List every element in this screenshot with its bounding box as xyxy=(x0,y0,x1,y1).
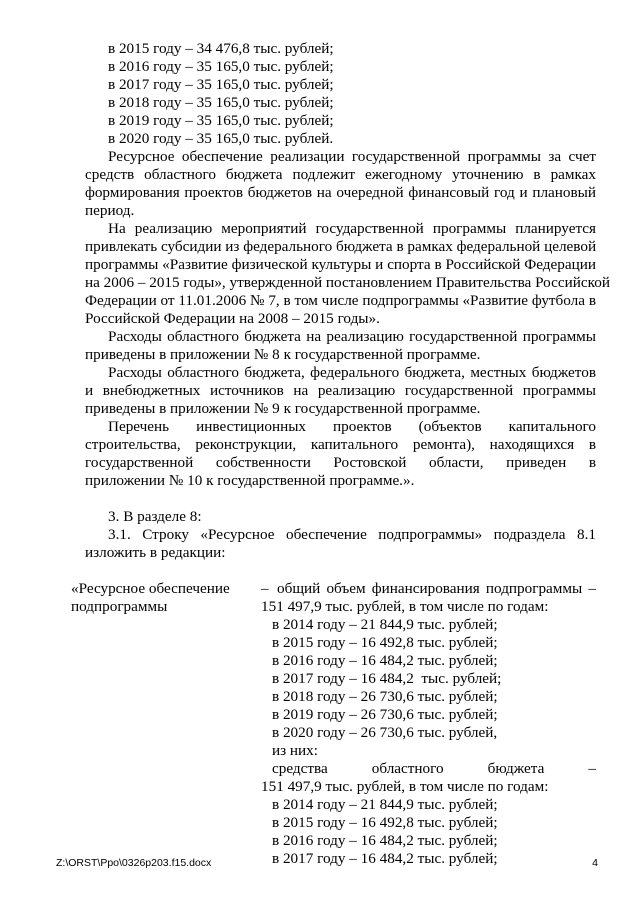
table-value-line: из них: xyxy=(272,742,318,759)
paragraph-line: На реализацию мероприятий государственной программы планируется xyxy=(108,220,596,237)
table-value-line: в 2017 году – 16 484,2 тыс. рублей; xyxy=(272,670,502,687)
table-value-line: в 2017 году – 16 484,2 тыс. рублей; xyxy=(272,850,498,867)
table-dash: – xyxy=(261,580,269,597)
table-value-line: в 2020 году – 26 730,6 тыс. рублей, xyxy=(272,724,498,741)
paragraph-line: на 2006 – 2015 годы», утвержденной постановлением Правительства Российской xyxy=(85,274,610,291)
table-value-line: в 2015 году – 16 492,8 тыс. рублей; xyxy=(272,634,498,651)
page-footer xyxy=(56,857,598,869)
table-value-line: в 2016 году – 16 484,2 тыс. рублей; xyxy=(272,652,498,669)
budget-line-2017: в 2017 году – 35 165,0 тыс. рублей; xyxy=(108,76,334,93)
paragraph-line: приведены в приложении № 8 к государственной программе. xyxy=(85,346,481,363)
table-value-line: в 2014 году – 21 844,9 тыс. рублей; xyxy=(272,616,498,633)
paragraph-line: Ресурсное обеспечение реализации государственной программы за счет xyxy=(108,148,596,165)
paragraph-line: Перечень инвестиционных проектов (объектов капитального xyxy=(108,418,596,435)
budget-line-2020: в 2020 году – 35 165,0 тыс. рублей. xyxy=(108,130,334,147)
paragraph-line: Российской Федерации на 2008 – 2015 годы». xyxy=(85,310,380,327)
paragraph-line: приложении № 10 к государственной программе.». xyxy=(85,472,415,489)
file-path: Z:\ORST\Ppo\0326p203.f15.docx xyxy=(56,857,212,869)
paragraph-line: Федерации от 11.01.2006 № 7, в том числе подпрограммы «Развитие футбола в xyxy=(85,292,596,309)
table-value-line: в 2019 году – 26 730,6 тыс. рублей; xyxy=(272,706,498,723)
paragraph-line: приведены в приложении № 9 к государственной программе. xyxy=(85,400,481,417)
table-value-line: в 2018 году – 26 730,6 тыс. рублей; xyxy=(272,688,498,705)
budget-line-2018: в 2018 году – 35 165,0 тыс. рублей; xyxy=(108,94,334,111)
table-label: «Ресурсное обеспечение xyxy=(71,580,230,597)
table-value-line: средства областного бюджета – xyxy=(272,760,596,777)
paragraph-line: 3.1. Строку «Ресурсное обеспечение подпрограммы» подраздела 8.1 xyxy=(108,526,596,543)
paragraph-line: государственной собственности Ростовской области, приведен в xyxy=(85,454,596,471)
budget-line-2016: в 2016 году – 35 165,0 тыс. рублей; xyxy=(108,58,334,75)
section-heading: 3. В разделе 8: xyxy=(108,508,202,525)
paragraph-line: программы «Развитие физической культуры и спорта в Российской Федерации xyxy=(85,256,596,273)
paragraph-line: и внебюджетных источников на реализацию государственной программы xyxy=(85,382,596,399)
table-value-line: в 2015 году – 16 492,8 тыс. рублей; xyxy=(272,814,498,831)
paragraph-line: строительства, реконструкции, капитального ремонта), находящихся в xyxy=(85,436,596,453)
table-value-line: 151 497,9 тыс. рублей, в том числе по годам: xyxy=(261,598,549,615)
paragraph-line: средств областного бюджета подлежит ежегодному уточнению в рамках xyxy=(85,166,596,183)
budget-line-2019: в 2019 году – 35 165,0 тыс. рублей; xyxy=(108,112,334,129)
page-number: 4 xyxy=(592,857,598,869)
table-value-line: в 2016 году – 16 484,2 тыс. рублей; xyxy=(272,832,498,849)
table-value-line: в 2014 году – 21 844,9 тыс. рублей; xyxy=(272,796,498,813)
paragraph-line: формирования проектов бюджетов на очередной финансовый год и плановый xyxy=(85,184,596,201)
paragraph-line: изложить в редакции: xyxy=(85,544,226,561)
paragraph-line: Расходы областного бюджета, федерального бюджета, местных бюджетов xyxy=(108,364,596,381)
table-value-line: 151 497,9 тыс. рублей, в том числе по годам: xyxy=(261,778,549,795)
paragraph-line: Расходы областного бюджета на реализацию государственной программы xyxy=(108,328,596,345)
table-label: подпрограммы xyxy=(71,598,168,615)
paragraph-line: привлекать субсидии из федерального бюджета в рамках федеральной целевой xyxy=(85,238,597,255)
paragraph-line: период. xyxy=(85,202,135,219)
table-value-line: общий объем финансирования подпрограммы – xyxy=(277,580,596,597)
budget-line-2015: в 2015 году – 34 476,8 тыс. рублей; xyxy=(108,40,334,57)
